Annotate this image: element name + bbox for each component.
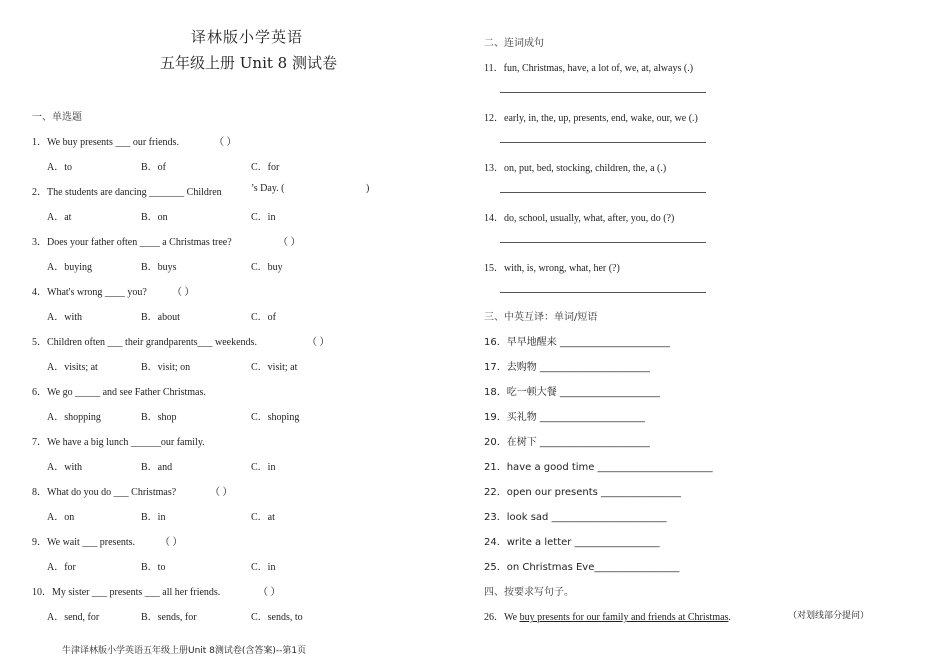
question-5-stem: 5．Children often ___ their grandparents___ weekends.: [32, 337, 257, 348]
question-3-option-c[interactable]: C．buy: [251, 262, 283, 273]
question-10-option-a[interactable]: A．send, for: [47, 612, 100, 623]
question-9-option-b[interactable]: B．to: [141, 562, 166, 573]
translation-item-20: 20．在树下 ______________________: [484, 437, 650, 448]
question-1-stem: 1．We buy presents ___ our friends.: [32, 137, 179, 148]
answer-line-12[interactable]: [500, 142, 706, 143]
question-26-suffix: .: [728, 612, 731, 623]
question-5-option-a[interactable]: A．visits; at: [47, 362, 98, 373]
doc-title-line2: 五年级上册 Unit 8 测试卷: [160, 54, 337, 72]
question-2-option-b[interactable]: B．on: [141, 212, 168, 223]
question-2-stem-continued: ’s Day. (: [251, 183, 285, 194]
question-7-option-a[interactable]: A．with: [47, 462, 82, 473]
question-9-option-a[interactable]: A．for: [47, 562, 76, 573]
question-2-option-c[interactable]: C．in: [251, 212, 276, 223]
question-4-option-c[interactable]: C．of: [251, 312, 276, 323]
doc-title-line1: 译林版小学英语: [191, 28, 304, 46]
question-10-stem: 10．My sister ___ presents ___ all her friends.: [32, 587, 221, 598]
question-6-option-c[interactable]: C．shoping: [251, 412, 300, 423]
question-26-prefix: 26．We: [484, 612, 520, 623]
translation-item-19: 19．买礼物 _____________________: [484, 412, 645, 423]
question-3-option-a[interactable]: A．buying: [47, 262, 92, 273]
question-5-option-c[interactable]: C．visit; at: [251, 362, 298, 373]
question-8-option-a[interactable]: A．on: [47, 512, 75, 523]
question-8-option-b[interactable]: B．in: [141, 512, 166, 523]
translation-item-17: 17．去购物 ______________________: [484, 362, 650, 373]
word-order-item-11: 11．fun, Christmas, have, a lot of, we, at, always (.): [484, 63, 694, 74]
question-1-option-c[interactable]: C．for: [251, 162, 280, 173]
question-7-stem: 7．We have a big lunch ______our family.: [32, 437, 205, 448]
question-3-option-b[interactable]: B．buys: [141, 262, 177, 273]
question-2-option-a[interactable]: A．at: [47, 212, 72, 223]
section-word-order-title: 二、连词成句: [484, 38, 544, 49]
section-translation-title: 三、中英互译：单词/短语: [484, 312, 598, 323]
question-6-stem: 6．We go _____ and see Father Christmas.: [32, 387, 206, 398]
question-8-answer-paren: （ ）: [210, 487, 233, 498]
question-1-answer-paren: （ ）: [214, 137, 237, 148]
question-7-option-b[interactable]: B．and: [141, 462, 173, 473]
translation-item-21: 21．have a good time _______________________: [484, 462, 713, 473]
question-9-option-c[interactable]: C．in: [251, 562, 276, 573]
question-26-underlined-part: buy presents for our family and friends at Christmas: [519, 612, 729, 623]
question-1-option-a[interactable]: A．to: [47, 162, 72, 173]
question-4-stem: 4．What's wrong ____ you?: [32, 287, 147, 298]
answer-line-14[interactable]: [500, 242, 706, 243]
question-1-option-b[interactable]: B．of: [141, 162, 166, 173]
question-5-answer-paren: （ ）: [307, 337, 330, 348]
question-7-option-c[interactable]: C．in: [251, 462, 276, 473]
question-5-option-b[interactable]: B．visit; on: [141, 362, 191, 373]
translation-item-23: 23．look sad _______________________: [484, 512, 667, 523]
question-8-option-c[interactable]: C．at: [251, 512, 275, 523]
section-single-choice-title: 一、单选题: [32, 112, 82, 123]
page-footer: 牛津译林版小学英语五年级上册Unit 8测试卷(含答案)--第1页: [62, 646, 307, 656]
translation-item-25: 25．on Christmas Eve_________________: [484, 562, 680, 573]
section-rewrite-title: 四、按要求写句子。: [484, 587, 574, 598]
question-10-answer-paren: （ ）: [258, 587, 281, 598]
translation-item-18: 18．吃一顿大餐 ____________________: [484, 387, 660, 398]
question-9-answer-paren: （ ）: [160, 537, 183, 548]
translation-item-22: 22．open our presents ________________: [484, 487, 682, 498]
word-order-item-15: 15．with, is, wrong, what, her (?): [484, 263, 620, 274]
answer-line-15[interactable]: [500, 292, 706, 293]
question-26-note: （对划线部分提问）: [788, 611, 870, 621]
question-6-option-b[interactable]: B．shop: [141, 412, 177, 423]
question-6-option-a[interactable]: A．shopping: [47, 412, 101, 423]
question-9-stem: 9．We wait ___ presents.: [32, 537, 136, 548]
question-2-stem: 2．The students are dancing _______ Children: [32, 187, 222, 198]
word-order-item-13: 13．on, put, bed, stocking, children, the, a (.): [484, 163, 667, 174]
translation-item-24: 24．write a letter _________________: [484, 537, 660, 548]
question-3-stem: 3．Does your father often ____ a Christmas tree?: [32, 237, 232, 248]
question-4-option-b[interactable]: B．about: [141, 312, 180, 323]
word-order-item-14: 14．do, school, usually, what, after, you, do (?): [484, 213, 675, 224]
answer-line-13[interactable]: [500, 192, 706, 193]
question-4-option-a[interactable]: A．with: [47, 312, 82, 323]
question-3-answer-paren: （ ）: [278, 237, 301, 248]
word-order-item-12: 12．early, in, the, up, presents, end, wake, our, we (.): [484, 113, 698, 124]
answer-line-11[interactable]: [500, 92, 706, 93]
question-10-option-c[interactable]: C．sends, to: [251, 612, 303, 623]
question-2-answer-paren: ): [366, 183, 370, 194]
question-8-stem: 8．What do you do ___ Christmas?: [32, 487, 177, 498]
question-10-option-b[interactable]: B．sends, for: [141, 612, 197, 623]
question-26: [484, 608, 731, 623]
question-4-answer-paren: （ ）: [172, 287, 195, 298]
translation-item-16: 16．早早地醒来 ______________________: [484, 337, 670, 348]
